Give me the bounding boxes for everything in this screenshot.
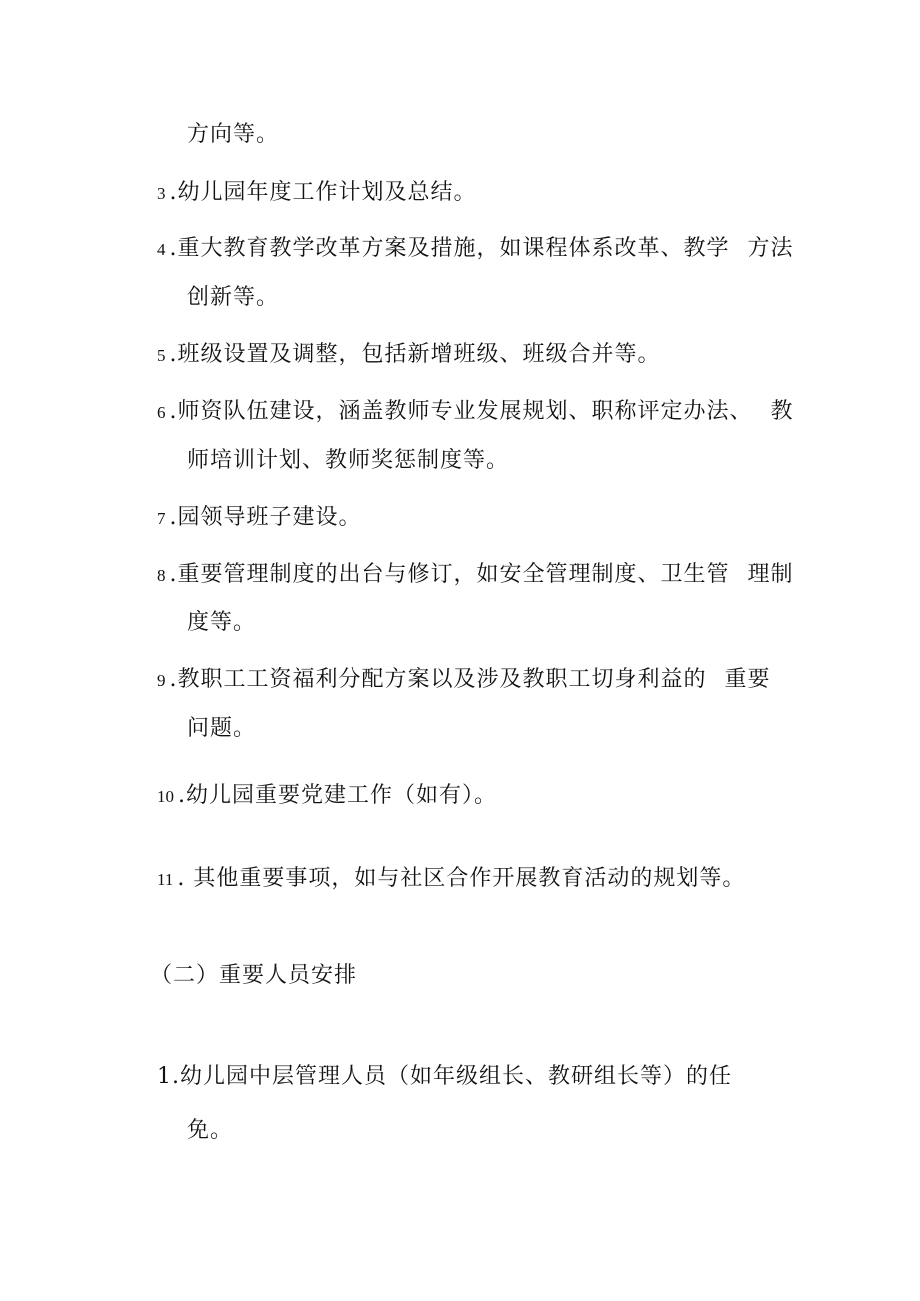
section-heading: （二）重要人员安排 (150, 963, 358, 988)
item-number: 4 (157, 240, 166, 259)
item-number: 3 (157, 184, 166, 203)
item-number: 8 (157, 566, 166, 585)
list-item-9 (157, 666, 771, 695)
list-item-6 (157, 398, 794, 427)
item-text-tail: 方法 (747, 236, 794, 261)
list-item-5 (157, 341, 661, 370)
item-number: 5 (157, 346, 166, 365)
item-text: .幼儿园重要党建工作（如有）。 (178, 783, 497, 808)
item-number: 9 (157, 671, 166, 690)
list-item-7 (157, 504, 362, 533)
item-number: 11 (157, 870, 174, 889)
item-text-tail: 教 (770, 399, 794, 424)
item-number: 7 (157, 509, 166, 528)
item-text: .教职工工资福利分配方案以及涉及教职工切身利益的 (169, 667, 707, 692)
list-item-11 (157, 865, 745, 894)
list-item-3 (157, 179, 477, 208)
item-text: .重要管理制度的出台与修订，如安全管理制度、卫生管 (169, 562, 730, 587)
item-text-tail: 重要 (724, 667, 771, 692)
item-text: .幼儿园年度工作计划及总结。 (169, 180, 477, 205)
item-number: 10 (157, 787, 174, 806)
item-number: 6 (157, 403, 166, 422)
item-9-continuation: 问题。 (187, 716, 257, 741)
sub-item-1: 1.幼儿园中层管理人员（如年级组长、教研组长等）的任 (157, 1064, 732, 1089)
sub-item-1-continuation: 免。 (187, 1118, 234, 1143)
item-4-continuation: 创新等。 (187, 285, 280, 310)
item-8-continuation: 度等。 (187, 610, 257, 635)
item-text-tail: 理制 (747, 562, 794, 587)
item-text: . 其他重要事项，如与社区合作开展教育活动的规划等。 (177, 866, 746, 891)
list-item-4 (157, 235, 794, 264)
item-text: .师资队伍建设，涵盖教师专业发展规划、职称评定办法、 (169, 399, 753, 424)
item-2-continuation: 方向等。 (187, 122, 280, 147)
list-item-8 (157, 561, 794, 590)
item-6-continuation: 师培训计划、教师奖惩制度等。 (187, 448, 510, 473)
item-text: .园领导班子建设。 (169, 505, 362, 530)
item-text: .班级设置及调整，包括新增班级、班级合并等。 (169, 342, 661, 367)
list-item-10 (157, 782, 497, 811)
item-text: .重大教育教学改革方案及措施，如课程体系改革、教学 (169, 236, 730, 261)
